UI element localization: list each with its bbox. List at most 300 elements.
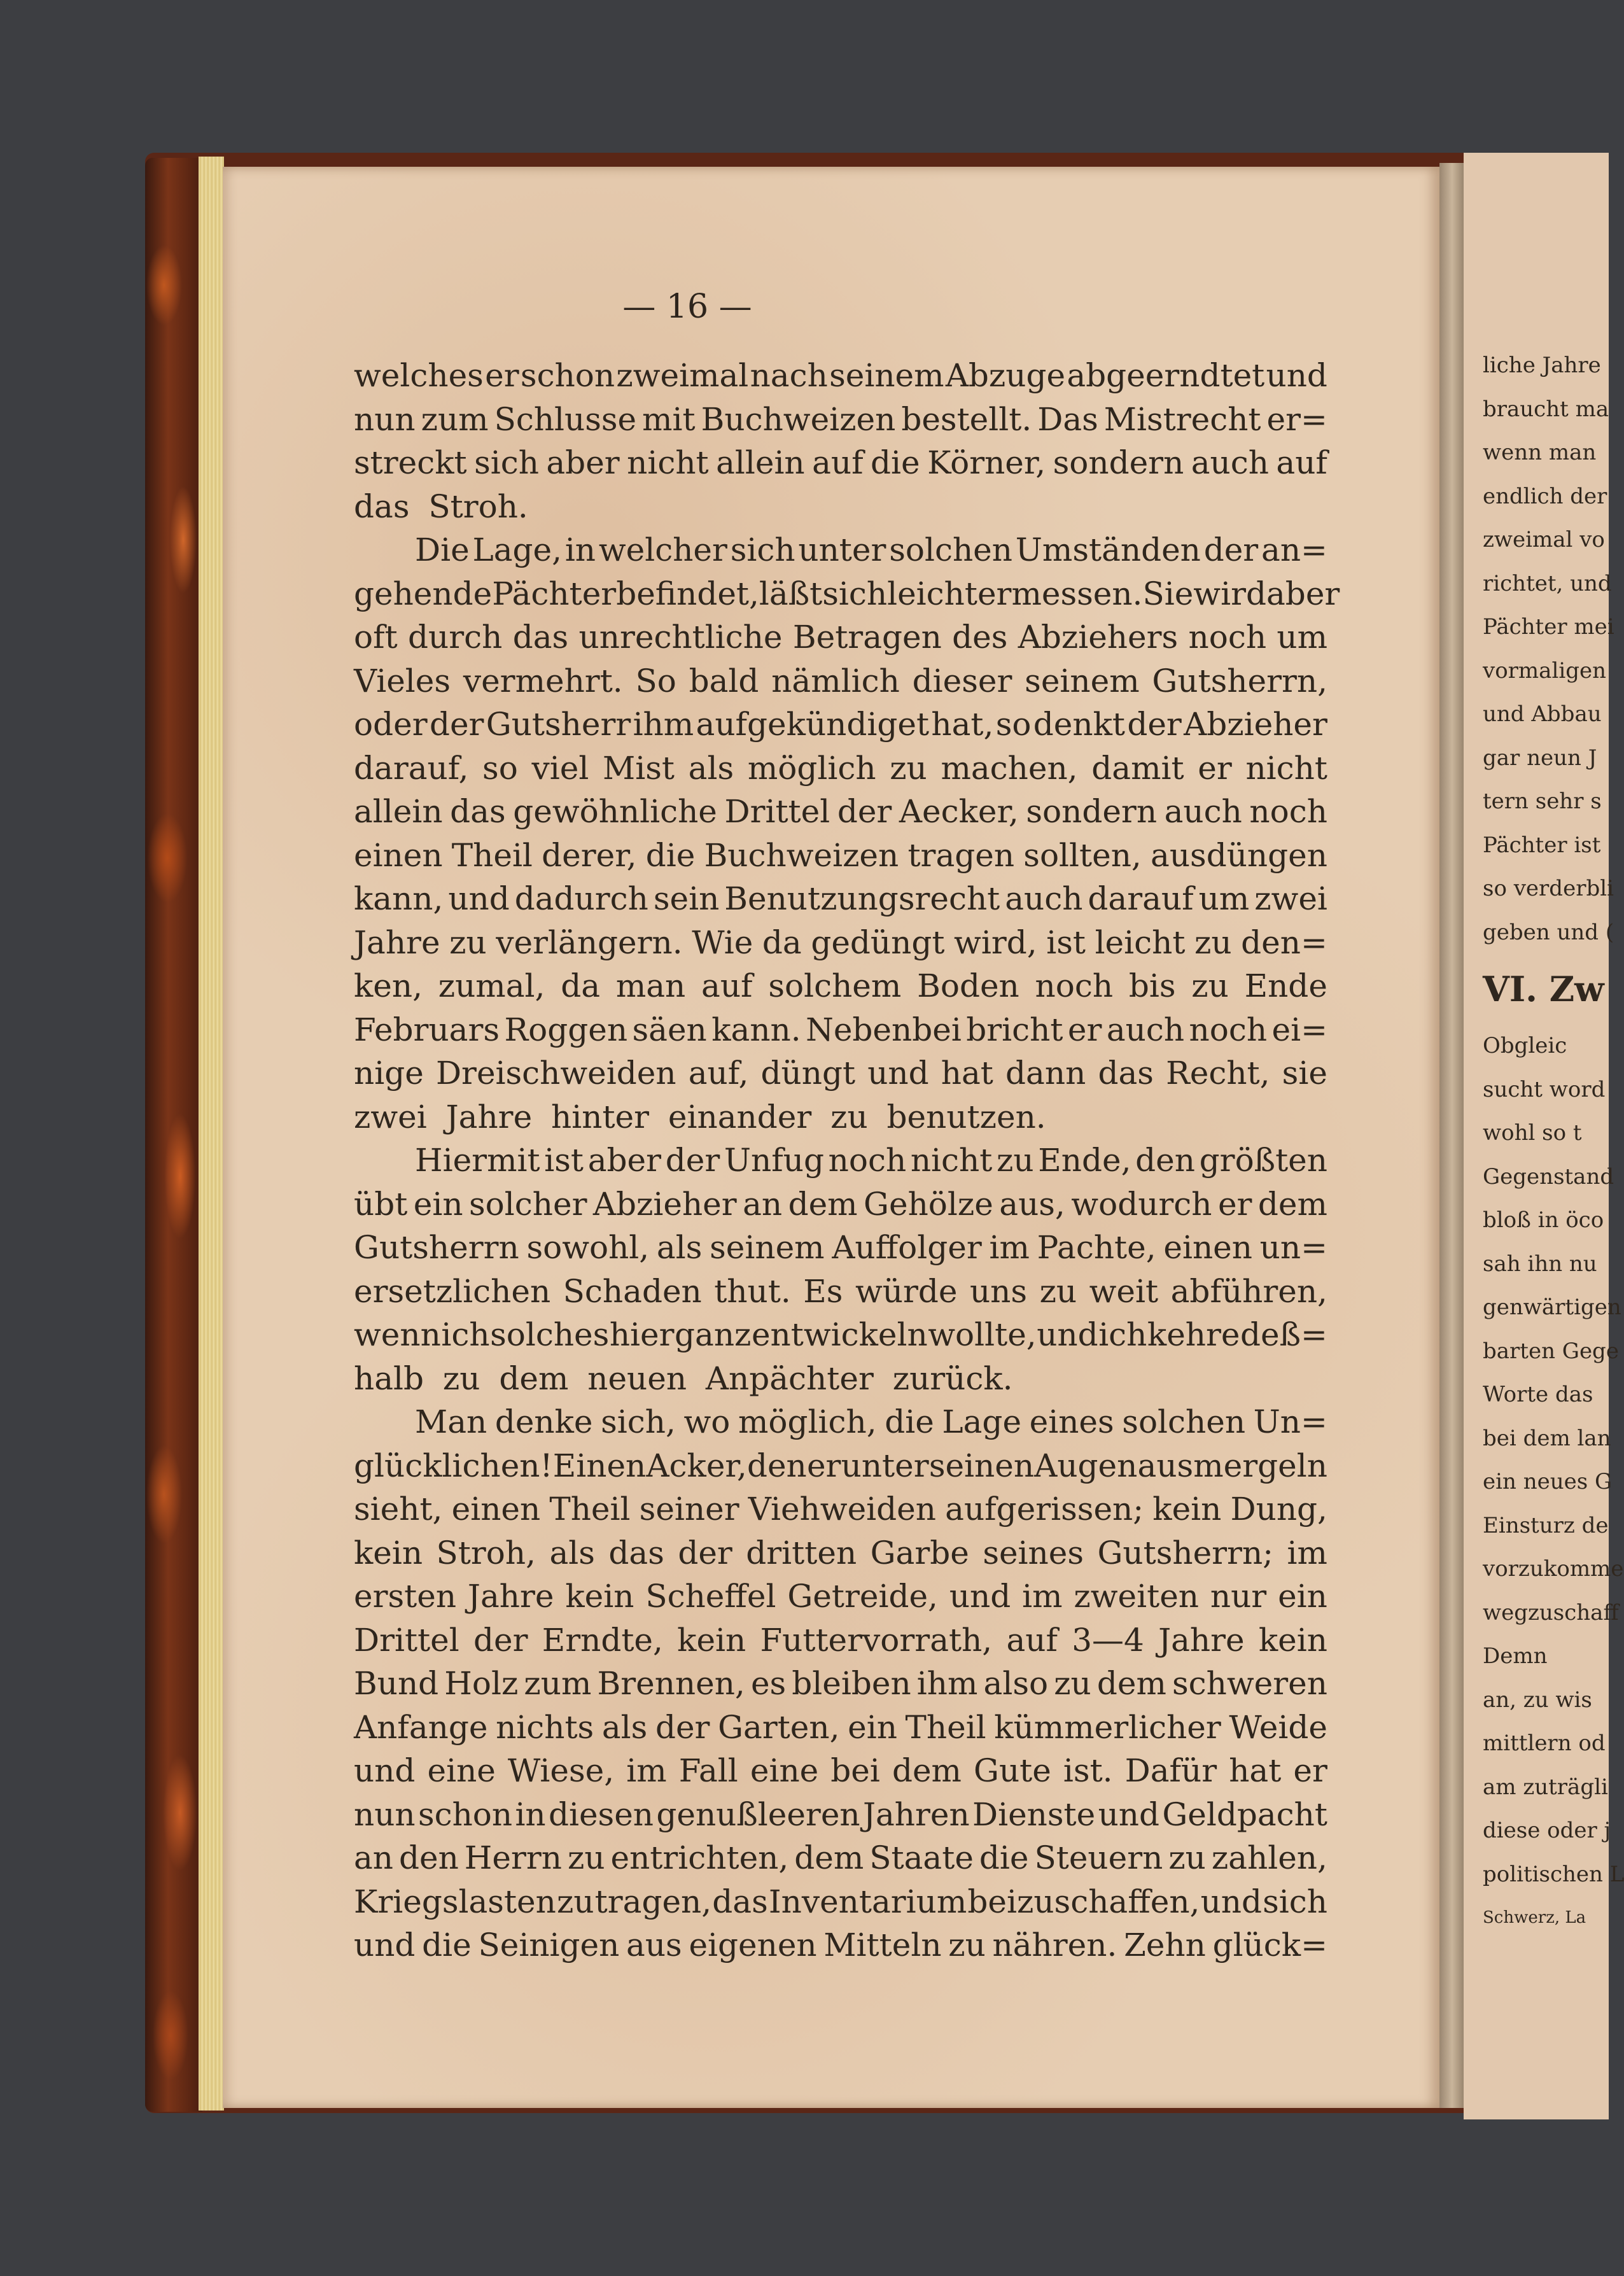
facing-page-line: barten Gege xyxy=(1483,1338,1619,1364)
word: Inventarium xyxy=(768,1883,967,1920)
word: thut. xyxy=(714,1272,791,1310)
word: Bund xyxy=(354,1665,439,1702)
word: Jahre xyxy=(1158,1621,1245,1659)
word: noch xyxy=(1188,619,1267,656)
word: zweimal xyxy=(616,357,749,394)
word: ihm xyxy=(916,1665,978,1702)
facing-page-line: ein neues G xyxy=(1483,1469,1613,1494)
word: sich xyxy=(474,444,539,481)
word: er xyxy=(806,1447,841,1484)
word: seinem xyxy=(710,1229,825,1266)
word: Pächter xyxy=(492,575,617,612)
word: Geldpacht xyxy=(1162,1795,1327,1833)
word: den xyxy=(399,1839,459,1876)
facing-page-line: vormaligen xyxy=(1483,657,1606,684)
word: an= xyxy=(1261,531,1327,568)
word: als xyxy=(656,1229,703,1266)
text-line xyxy=(354,1313,1327,1357)
text-line xyxy=(354,790,1327,834)
word: möglich, xyxy=(738,1403,877,1440)
facing-page-line: Worte das xyxy=(1483,1382,1593,1407)
word: eine xyxy=(427,1752,496,1789)
word: Stroh, xyxy=(436,1534,536,1571)
word: es xyxy=(750,1665,787,1702)
word: Betragen xyxy=(792,619,942,656)
facing-page-line: und Abbau xyxy=(1483,701,1602,727)
word: aus xyxy=(626,1927,682,1963)
word: auf xyxy=(1276,444,1327,481)
word: Lage, xyxy=(472,531,562,568)
text-line xyxy=(354,1008,1327,1052)
page-number: — 16 — xyxy=(622,288,752,326)
word: Kriegslasten xyxy=(354,1883,556,1920)
facing-page-line: Schwerz, La xyxy=(1483,1908,1586,1927)
word: hat xyxy=(941,1055,993,1092)
word: bestellt. xyxy=(901,400,1032,438)
word: dem xyxy=(788,1185,858,1223)
word: unter xyxy=(841,1447,929,1484)
word: dem xyxy=(892,1752,962,1789)
word: Auffolger xyxy=(832,1229,982,1266)
word: Dafür xyxy=(1124,1752,1217,1789)
word: Buchweizen xyxy=(701,400,896,438)
text-line xyxy=(354,1836,1327,1880)
word: Unfug xyxy=(724,1142,824,1179)
word: wird xyxy=(1193,575,1266,612)
word: zu xyxy=(890,749,927,787)
text-line xyxy=(354,834,1327,878)
word: er= xyxy=(1266,400,1327,438)
word: Getreide, xyxy=(787,1578,938,1615)
word: Drittel xyxy=(354,1621,459,1659)
word: schweren xyxy=(1172,1665,1327,1702)
word: gewöhnliche xyxy=(513,793,717,830)
word: Jahre xyxy=(467,1578,554,1615)
word: sich xyxy=(730,531,795,568)
text-line xyxy=(354,572,1340,616)
word: glück= xyxy=(1212,1927,1327,1963)
word: und xyxy=(1098,1795,1159,1833)
facing-page-line: bei dem lan xyxy=(1483,1425,1611,1451)
word: aber xyxy=(1266,575,1340,612)
facing-page-line: Pächter ist xyxy=(1483,832,1601,858)
word: gehende xyxy=(354,575,493,612)
word: Gutsherr xyxy=(486,706,631,743)
word: darauf xyxy=(1088,880,1194,917)
word: sondern xyxy=(1026,793,1158,830)
word: gedüngt xyxy=(811,924,945,961)
word: darauf, xyxy=(354,749,469,787)
word: dem xyxy=(794,1839,864,1876)
text-line: halb zu dem neuen Anpächter zurück. xyxy=(354,1359,1013,1397)
text-line xyxy=(354,1793,1327,1837)
word: Abzieher xyxy=(1184,706,1327,743)
text-line xyxy=(354,964,1327,1008)
word: seiner xyxy=(639,1491,739,1528)
text-line xyxy=(354,1226,1327,1270)
text-line xyxy=(354,1139,1327,1183)
word: zu xyxy=(1039,1272,1077,1310)
word: zu xyxy=(997,1142,1034,1179)
text-line xyxy=(354,1270,1327,1314)
word: da xyxy=(561,967,601,1004)
word: er xyxy=(485,357,519,394)
word: zwei xyxy=(1254,880,1327,917)
word: sein xyxy=(653,880,720,917)
word: den xyxy=(746,1447,807,1484)
word: an xyxy=(743,1185,783,1223)
word: streckt xyxy=(354,444,467,481)
word: zahlen, xyxy=(1211,1839,1327,1876)
facing-page-line: so verderbli xyxy=(1483,876,1614,901)
text-line xyxy=(354,1531,1327,1575)
word: nicht xyxy=(910,1142,993,1179)
word: zu xyxy=(556,1883,594,1920)
word: leicht xyxy=(1095,924,1186,961)
word: 3—4 xyxy=(1072,1621,1144,1659)
facing-page-line: Gegenstand xyxy=(1483,1163,1614,1190)
text-line xyxy=(354,1487,1327,1531)
facing-page-line: wenn man xyxy=(1483,440,1597,465)
word: welches xyxy=(354,357,484,394)
word: und xyxy=(354,1927,416,1963)
word: ein xyxy=(1278,1578,1327,1615)
word: So xyxy=(635,662,676,699)
word: er xyxy=(1198,749,1232,787)
word: nicht xyxy=(627,444,709,481)
word: kein xyxy=(565,1578,634,1615)
word: seinem xyxy=(829,357,944,394)
word: solchen xyxy=(1122,1403,1246,1440)
word: Dienste xyxy=(972,1795,1096,1833)
word: weit xyxy=(1089,1272,1159,1310)
word: Herrn xyxy=(464,1839,562,1876)
word: Zehn xyxy=(1124,1927,1206,1963)
word: aus, xyxy=(999,1185,1065,1223)
word: Dreischweiden xyxy=(435,1055,676,1092)
word: seines xyxy=(983,1534,1084,1571)
word: und xyxy=(949,1578,1011,1615)
word: Schaden xyxy=(563,1272,702,1310)
word: ihm xyxy=(633,706,694,743)
word: derer, xyxy=(542,836,637,874)
word: im xyxy=(989,1229,1030,1266)
word: als xyxy=(601,1708,648,1746)
word: noch xyxy=(1189,1011,1268,1048)
word: Pachte, xyxy=(1037,1229,1156,1266)
word: machen, xyxy=(941,749,1078,787)
word: aufgerissen; xyxy=(945,1491,1144,1528)
word: Anfange xyxy=(354,1708,488,1746)
word: Recht, xyxy=(1166,1055,1270,1092)
word: allein xyxy=(354,793,443,830)
word: zu xyxy=(1054,1665,1091,1702)
word: die xyxy=(645,836,696,874)
word: so xyxy=(482,749,518,787)
word: Die xyxy=(415,531,470,568)
word: Theil xyxy=(549,1491,631,1528)
word: auch xyxy=(1164,793,1242,830)
word: sowohl, xyxy=(526,1229,650,1266)
facing-page-line: mittlern od xyxy=(1483,1731,1606,1756)
word: sondern xyxy=(1053,444,1184,481)
word: man xyxy=(615,967,686,1004)
word: abführen, xyxy=(1170,1272,1327,1310)
word: möglich xyxy=(747,749,876,787)
word: aber xyxy=(587,1142,662,1179)
word: hier xyxy=(609,1316,675,1353)
word: in xyxy=(564,531,596,568)
word: ganz xyxy=(675,1316,752,1353)
word: läßt xyxy=(759,575,823,612)
word: an xyxy=(354,1839,394,1876)
word: da xyxy=(762,924,802,961)
word: und xyxy=(1037,1316,1098,1353)
word: Gute xyxy=(974,1752,1051,1789)
word: schon xyxy=(417,1795,513,1833)
word: zweiten xyxy=(1074,1578,1200,1615)
word: Holz xyxy=(444,1665,519,1702)
word: das xyxy=(1098,1055,1154,1092)
word: nach xyxy=(750,357,828,394)
word: der xyxy=(473,1621,528,1659)
word: Boden xyxy=(917,967,1019,1004)
word: er xyxy=(1293,1752,1327,1789)
text-line xyxy=(354,877,1327,921)
word: einen xyxy=(354,836,443,874)
word: Dung, xyxy=(1230,1491,1327,1528)
facing-page-line: wegzuschaff xyxy=(1483,1599,1619,1626)
word: sie xyxy=(1282,1055,1327,1092)
word: auf xyxy=(812,444,864,481)
word: sich, xyxy=(601,1403,676,1440)
word: nicht xyxy=(1245,749,1327,787)
word: ich xyxy=(441,1316,490,1353)
word: ausmergeln xyxy=(1137,1447,1327,1484)
text-line xyxy=(354,1880,1327,1924)
word: aber xyxy=(546,444,620,481)
word: abgeerndtet xyxy=(1067,357,1265,394)
word: ken, xyxy=(354,967,423,1004)
word: ermessen. xyxy=(977,575,1143,612)
word: zu xyxy=(1194,924,1232,961)
facing-page-line: sucht word xyxy=(1483,1076,1606,1102)
word: Staate xyxy=(869,1839,974,1876)
word: wird, xyxy=(954,924,1037,961)
word: kehre xyxy=(1147,1316,1240,1353)
word: der xyxy=(837,793,892,830)
word: ich xyxy=(1098,1316,1147,1353)
word: Drittel xyxy=(724,793,830,830)
word: entrichten, xyxy=(610,1839,789,1876)
word: Hiermit xyxy=(415,1142,540,1179)
word: Jahre xyxy=(354,924,440,961)
facing-page-text xyxy=(1483,344,1624,1940)
word: tragen, xyxy=(594,1883,712,1920)
word: Theil xyxy=(451,836,533,874)
word: Garten, xyxy=(718,1708,840,1746)
word: Un= xyxy=(1253,1403,1327,1440)
word: den= xyxy=(1241,924,1327,961)
word: dem xyxy=(1096,1665,1166,1702)
word: ein xyxy=(848,1708,897,1746)
word: Augen xyxy=(1034,1447,1138,1484)
word: nur xyxy=(1210,1578,1267,1615)
word: der xyxy=(655,1708,710,1746)
facing-page-line: vorzukomme xyxy=(1483,1556,1624,1582)
word: die xyxy=(422,1927,472,1963)
word: hat xyxy=(1229,1752,1282,1789)
facing-page-line: politischen L xyxy=(1483,1861,1624,1887)
word: zu xyxy=(1168,1839,1206,1876)
word: zumal, xyxy=(438,967,545,1004)
word: kein xyxy=(354,1534,423,1571)
facing-page-line: am zuträgli xyxy=(1483,1774,1608,1800)
word: im xyxy=(1287,1534,1327,1571)
word: Körner, xyxy=(927,444,1046,481)
word: bleiben xyxy=(792,1665,911,1702)
word: Seinigen xyxy=(478,1927,620,1963)
word: Umständen xyxy=(1015,531,1201,568)
text-line xyxy=(354,354,1327,398)
word: sich xyxy=(1263,1883,1327,1920)
word: seinem xyxy=(1025,662,1140,699)
word: Steuern xyxy=(1034,1839,1163,1876)
text-line xyxy=(354,1400,1327,1444)
word: verlängern. xyxy=(496,924,683,961)
word: um xyxy=(1277,619,1327,656)
word: bei xyxy=(830,1752,880,1789)
word: wenn xyxy=(354,1316,441,1353)
word: mit xyxy=(642,400,696,438)
facing-page-line: tern sehr s xyxy=(1483,789,1602,814)
facing-page-line: sah ihn nu xyxy=(1483,1251,1597,1277)
word: uns xyxy=(969,1272,1028,1310)
word: Brennen, xyxy=(597,1665,745,1702)
facing-page-line: liche Jahre xyxy=(1483,353,1601,378)
facing-page-line: gar neun J xyxy=(1483,745,1597,771)
word: eines xyxy=(1029,1403,1114,1440)
word: kann, xyxy=(354,880,444,917)
word: Ende, xyxy=(1038,1142,1131,1179)
word: einen xyxy=(1163,1229,1252,1266)
word: ist xyxy=(1046,924,1086,961)
word: die xyxy=(979,1839,1029,1876)
facing-page-line: wohl so t xyxy=(1483,1120,1582,1146)
word: solchem xyxy=(768,967,902,1004)
word: des xyxy=(952,619,1008,656)
word: unter xyxy=(798,531,886,568)
word: Sie xyxy=(1142,575,1194,612)
text-line xyxy=(354,1619,1327,1662)
word: ersetzlichen xyxy=(354,1272,551,1310)
marbled-binding xyxy=(145,158,202,2112)
word: durch xyxy=(408,619,503,656)
word: denkt xyxy=(1033,706,1125,743)
word: als xyxy=(549,1534,595,1571)
word: zu xyxy=(567,1839,605,1876)
word: kann. xyxy=(711,1011,801,1048)
word: eigenen xyxy=(689,1927,817,1963)
word: auch xyxy=(1191,444,1269,481)
word: Futtervorrath, xyxy=(760,1621,993,1659)
word: Mist xyxy=(603,749,675,787)
word: damit xyxy=(1091,749,1184,787)
word: also xyxy=(983,1665,1049,1702)
word: genußleeren xyxy=(656,1795,860,1833)
word: ausdüngen xyxy=(1151,836,1327,874)
word: zum xyxy=(524,1665,592,1702)
word: Acker, xyxy=(646,1447,747,1484)
word: das xyxy=(712,1883,768,1920)
word: nige xyxy=(354,1055,424,1092)
word: nämlich xyxy=(771,662,900,699)
word: und xyxy=(354,1752,416,1789)
page-edges xyxy=(199,157,224,2111)
word: im xyxy=(1022,1578,1063,1615)
word: zu xyxy=(1191,967,1229,1004)
text-line xyxy=(354,921,1327,965)
word: nichts xyxy=(496,1708,594,1746)
text-line xyxy=(354,615,1327,659)
word: oder xyxy=(354,706,428,743)
word: Abzieher xyxy=(592,1185,737,1223)
word: Das xyxy=(1037,400,1098,438)
word: Gutsherrn; xyxy=(1097,1534,1274,1571)
word: solcher xyxy=(469,1185,587,1223)
word: auch xyxy=(1005,880,1083,917)
text-line xyxy=(354,1444,1327,1488)
word: noch xyxy=(1249,793,1327,830)
text-line xyxy=(354,1662,1327,1706)
word: viel xyxy=(531,749,589,787)
word: wodurch xyxy=(1071,1185,1212,1223)
word: sollten, xyxy=(1023,836,1142,874)
facing-page-heading: VI. Zw xyxy=(1483,969,1604,1009)
facing-page-line: zweimal vo xyxy=(1483,527,1605,552)
word: welcher xyxy=(598,531,727,568)
word: nun xyxy=(354,400,416,438)
word: Abziehers xyxy=(1018,619,1179,656)
facing-page-line: richtet, und xyxy=(1483,570,1612,596)
word: Weide xyxy=(1229,1708,1327,1746)
word: auf xyxy=(1006,1621,1058,1659)
word: auf, xyxy=(688,1055,749,1092)
word: kümmerlicher xyxy=(994,1708,1221,1746)
word: dritten xyxy=(746,1534,857,1571)
word: Gehölze xyxy=(864,1185,993,1223)
word: Nebenbei xyxy=(806,1011,962,1048)
word: Theil xyxy=(905,1708,986,1746)
facing-page-line: Einsturz de xyxy=(1483,1512,1609,1538)
word: würde xyxy=(855,1272,958,1310)
text-line xyxy=(354,747,1327,790)
word: wollte, xyxy=(928,1316,1037,1353)
word: und xyxy=(448,880,510,917)
word: ist xyxy=(544,1142,584,1179)
word: in xyxy=(515,1795,546,1833)
word: nun xyxy=(354,1795,416,1833)
word: kein xyxy=(1258,1621,1327,1659)
facing-page-line: an, zu wis xyxy=(1483,1687,1592,1713)
word: dann xyxy=(1005,1055,1086,1092)
word: Wie xyxy=(692,924,753,961)
word: Erndte, xyxy=(542,1621,663,1659)
word: sieht, xyxy=(354,1491,443,1528)
word: ein xyxy=(413,1185,463,1223)
facing-page-line: Obgleic xyxy=(1483,1033,1567,1058)
word: Einen xyxy=(552,1447,647,1484)
